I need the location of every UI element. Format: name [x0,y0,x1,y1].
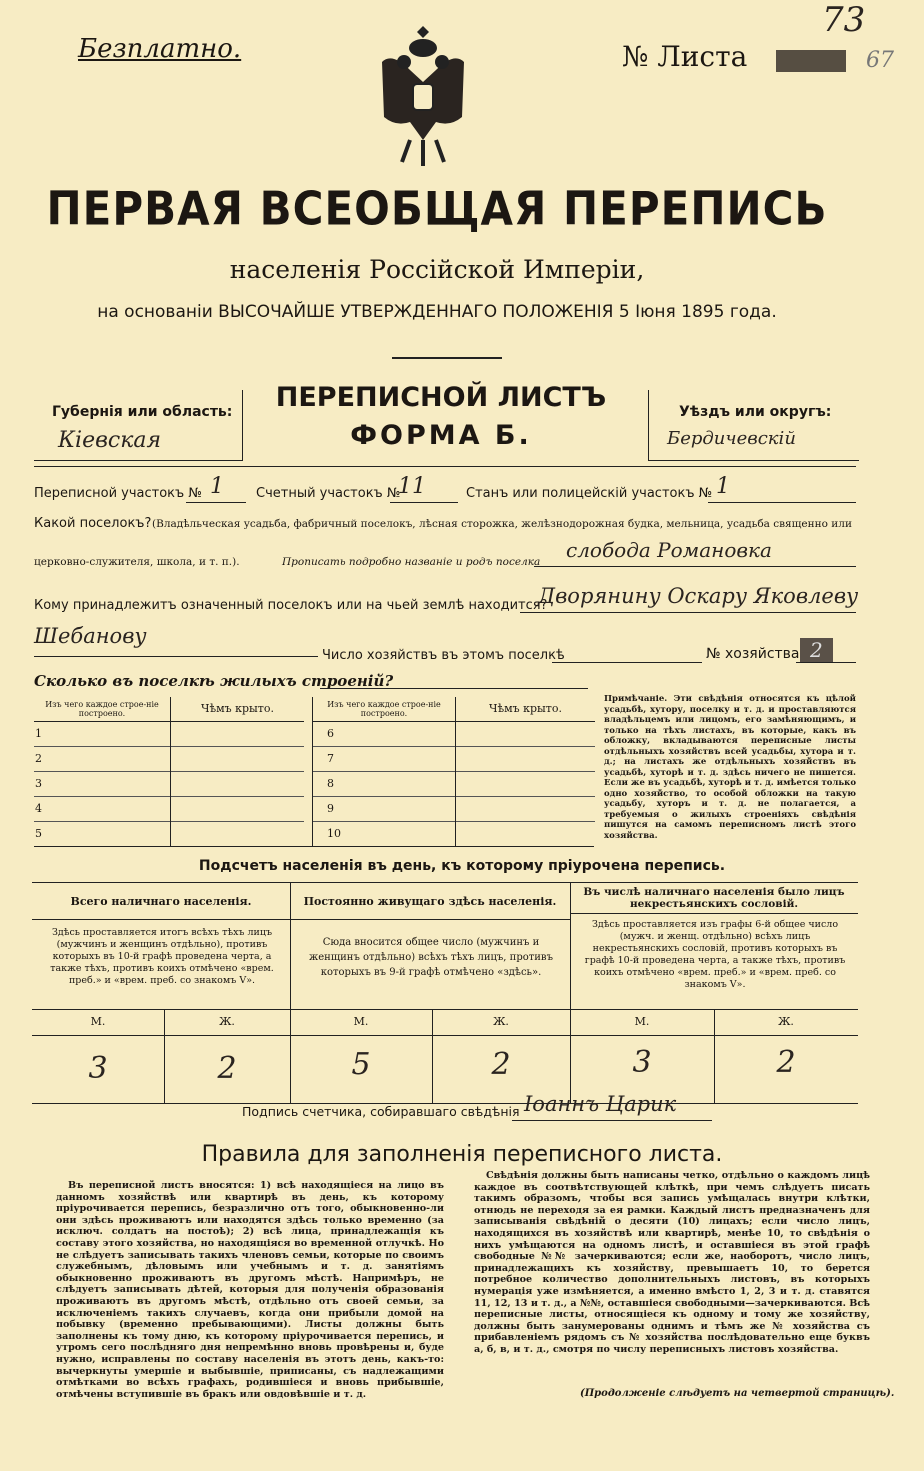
population-table [32,882,858,1104]
table-row: 3 [34,771,171,796]
uezd-value: Бердичевскій [667,428,796,449]
table-row: 9 [313,796,456,821]
page-title: ПЕРВАЯ ВСЕОБЩАЯ ПЕРЕПИСЬ [46,181,828,236]
owner-value-line1: Дворянину Оскару Яковлеву [538,584,859,608]
non-peasant-female-value: 2 [776,1045,796,1080]
total-female-value: 2 [217,1051,237,1086]
left-col-roof: Чѣмъ крыто. [200,702,275,716]
stan-value: 1 [716,474,730,499]
settlement-hint-1: (Владѣльческая усадьба, фабричный поселокъ, лѣсная сторожка, желѣзнодорожная будка, мельница, усадьба священно или [152,518,852,530]
owner-value-line2: Шебанову [34,624,147,648]
corner-mark-2: 67 [866,48,894,73]
gubernia-value: Кіевская [58,428,162,453]
uezd-label: Уѣздъ или округъ: [679,404,832,420]
form-name: ПЕРЕПИСНОЙ ЛИСТЪ [275,382,607,413]
free-label: Безплатно. [78,34,242,64]
coat-of-arms-icon [372,22,474,172]
gubernia-label: Губернія или область: [52,404,233,420]
rules-continued-note: (Продолженіе слѣдуетъ на четвертой страницѣ). [580,1388,895,1399]
right-col-roof: Чѣмъ крыто. [488,702,563,716]
census-section-label: Переписной участокъ № [34,486,202,501]
note-block [604,694,856,841]
col2-female-header: Ж. [493,1015,509,1028]
buildings-label: Сколько въ поселкѣ жилыхъ строеній? [34,672,394,690]
uezd-box [648,390,859,461]
buildings-table-bottom-rule [34,846,594,847]
signature-value: Іоаннъ Царик [524,1092,677,1116]
legal-basis: на основаніи ВЫСОЧАЙШЕ УТВЕРЖДЕННАГО ПОЛОЖЕНІЯ 5 Іюня 1895 года. [97,302,777,322]
col1-male-header: М. [90,1015,106,1028]
table-row: 4 [34,796,171,821]
rules-heading: Правила для заполненія переписного листа. [201,1142,723,1167]
col2-male-header: М. [353,1015,369,1028]
permanent-male-value: 5 [351,1047,371,1082]
table-row: 7 [313,746,456,771]
non-peasant-text: Здѣсь проставляется изъ графы 6-й общее число (мужч. и женщ. отдѣльно) всѣхъ лицъ некрестьянскихъ сословій, противъ которыхъ въ графѣ 10-й проведена черта, а также тѣхъ, противъ коихъ отмѣчено «врем. преб.» и «врем. преб. со знакомъ V». [584,919,846,990]
total-male-value: 3 [88,1051,108,1086]
title-divider [392,357,502,359]
non-peasant-male-value: 3 [632,1045,652,1080]
form-header-rule [34,466,856,467]
stan-label: Станъ или полицейскій участокъ № [466,486,713,501]
note-title: Примѣчаніе. [604,694,668,704]
total-population-head: Всего наличнаго населенія. [70,895,252,908]
table-row: 8 [313,771,456,796]
page-subtitle: населенія Россійской Имперіи, [229,255,645,284]
permanent-population-head: Постоянно живущаго здѣсь населенія. [303,895,557,908]
settlement-hint-3: Прописать подробно названіе и родъ поселка [282,556,541,568]
owner-label: Кому принадлежитъ означенный поселокъ или на чьей землѣ находится? [34,598,548,613]
table-row: 1 [34,721,171,746]
signature-label: Подпись счетчика, собиравшаго свѣдѣнія [242,1104,520,1119]
sheet-number-label: № Листа [622,40,748,73]
left-col-material: Изъ чего каждое строе-ніе построено. [34,697,171,721]
settlement-hint-2: церковно-служителя, школа, и т. п.). [34,556,240,568]
col1-female-header: Ж. [219,1015,235,1028]
table-row: 5 [34,821,171,846]
settlement-value: слобода Романовка [566,538,772,562]
table-row: 6 [313,721,456,746]
table-row: 10 [313,821,456,846]
corner-mark-1: 73 [822,0,866,40]
census-section-value: 1 [210,474,224,499]
buildings-table-left [34,697,304,846]
permanent-female-value: 2 [491,1047,511,1082]
non-peasant-head: Въ числѣ наличнаго населенія было лицъ некрестьянскихъ сословій. [583,886,845,910]
col3-female-header: Ж. [778,1015,794,1028]
table-row: 2 [34,746,171,771]
col3-male-header: М. [634,1015,650,1028]
settlement-label: Какой поселокъ? [34,516,152,531]
form-variant: ФОРМА Б. [350,420,532,451]
sheet-number-stamp [776,50,846,72]
household-no-label: № хозяйства [706,646,800,662]
note-text: Эти свѣдѣнія относятся къ цѣлой усадьбѣ, хутору, поселку и т. д. и проставляются владѣльцемъ или лицомъ, его замѣняющимъ, и только на тѣхъ листахъ, въ которые, какъ въ обложку, вкладываются переписные листы отдѣльныхъ хозяйствъ всей усадьбы, хутора и т. д.; на листахъ же отдѣльныхъ хозяйствъ въ усадьбѣ, хуторѣ и т. д. здѣсь ничего не пишется. Если же въ усадьбѣ, хуторѣ и т. д. имѣется только одно хозяйство, то особой обложки на такую усадьбу, хуторъ и т. д. не полагается, а требуемыя о жилыхъ строеніяхъ свѣдѣнія пишутся на самомъ переписномъ листѣ этого хозяйства. [604,694,856,841]
total-population-text: Здѣсь проставляется итогъ всѣхъ тѣхъ лицъ (мужчинъ и женщинъ отдѣльно), противъ которыхъ въ 10-й графѣ проведена черта, а также тѣхъ, противъ коихъ отмѣчено «врем. преб.» и «врем. преб. со знакомъ V». [50,927,274,986]
rules-right-column: Свѣдѣнія должны быть написаны четко, отдѣльно о каждомъ лицѣ каждое въ соотвѣтствующей клѣткѣ, при чемъ слѣдуетъ писать такимъ образомъ, чтобы вся запись умѣщалась внутри клѣтки, отнюдь не переходя за ея рамки. Каждый листъ предназначенъ для записыванія свѣдѣній о десяти (10) лицахъ; если число лицъ, находящихся въ хозяйствѣ или квартирѣ, менѣе 10, то свѣдѣнія о нихъ умѣщаются на одномъ листѣ, и оставшіеся въ этой графѣ свободные №№ зачеркиваются; если же, наоборотъ, число лицъ, принадлежащихъ къ хозяйству, превышаетъ 10, то берется потребное количество дополнительныхъ листовъ, въ которыхъ нумерація уже измѣняется, а именно вмѣсто 1, 2, 3 и т. д. ставятся 11, 12, 13 и т. д., а №№, оставшіеся свободными—зачеркиваются. Всѣ переписные листы, относящіеся къ одному и тому же хозяйству, должны быть занумерованы однимъ и тѣмъ же № хозяйства съ прибавленіемъ рядомъ съ № хозяйства послѣдовательно еще буквъ а, б, в, и т. д., смотря по числу переписныхъ листовъ хозяйства. [474,1170,870,1355]
rules-left-column: Въ переписной листъ вносятся: 1) всѣ находящіеся на лицо въ данномъ хозяйствѣ или квартирѣ въ день, къ которому пріурочивается перепись, безразлично отъ того, обыкновенно-ли они здѣсь проживаютъ или находятся здѣсь только временно (за исключ. солдатъ на постоѣ); 2) всѣ лица, принадлежащія къ составу этого хозяйства, но находящіяся во временной отлучкѣ. Но не слѣдуетъ записывать такихъ членовъ семьи, которые по своимъ служебнымъ, дѣловымъ или учебнымъ и т. д. занятіямъ обыкновенно проживаютъ въ другомъ мѣстѣ. Напримѣръ, не слѣдуетъ записывать дѣтей, которыя для полученія образованія проживаютъ въ другомъ мѣстѣ, отдѣльно отъ своей семьи, за исключеніемъ такихъ случаевъ, когда они прибыли домой на побывку (временно пребывающими). Листы должны быть заполнены къ тому дню, къ которому пріурочивается перепись, и утромъ сего послѣдняго дня непремѣнно вновь провѣрены и, буде нужно, исправлены по составу населенія въ этотъ день, какъ-то: вычеркнуты умершіе и выбывшіе, приписаны, съ надлежащими отмѣтками во всѣхъ графахъ, родившіеся и вновь прибывшіе, отмѣчены вступившіе въ бракъ или овдовѣвшіе и т. д. [56,1180,444,1400]
household-no-value: 2 [800,638,833,662]
households-label: Число хозяйствъ въ этомъ поселкѣ [322,648,565,663]
population-heading: Подсчетъ населенія въ день, къ которому пріурочена перепись. [198,858,726,874]
gubernia-box [34,390,243,461]
count-section-value: 11 [398,474,426,499]
buildings-table-right [312,697,595,846]
right-col-material: Изъ чего каждое строе-ніе построено. [313,697,456,721]
permanent-population-text: Сюда вносится общее число (мужчинъ и женщинъ отдѣльно) всѣхъ тѣхъ лицъ, противъ которыхъ въ 9-й графѣ отмѣчено «здѣсь». [309,937,553,978]
count-section-label: Счетный участокъ № [256,486,401,501]
